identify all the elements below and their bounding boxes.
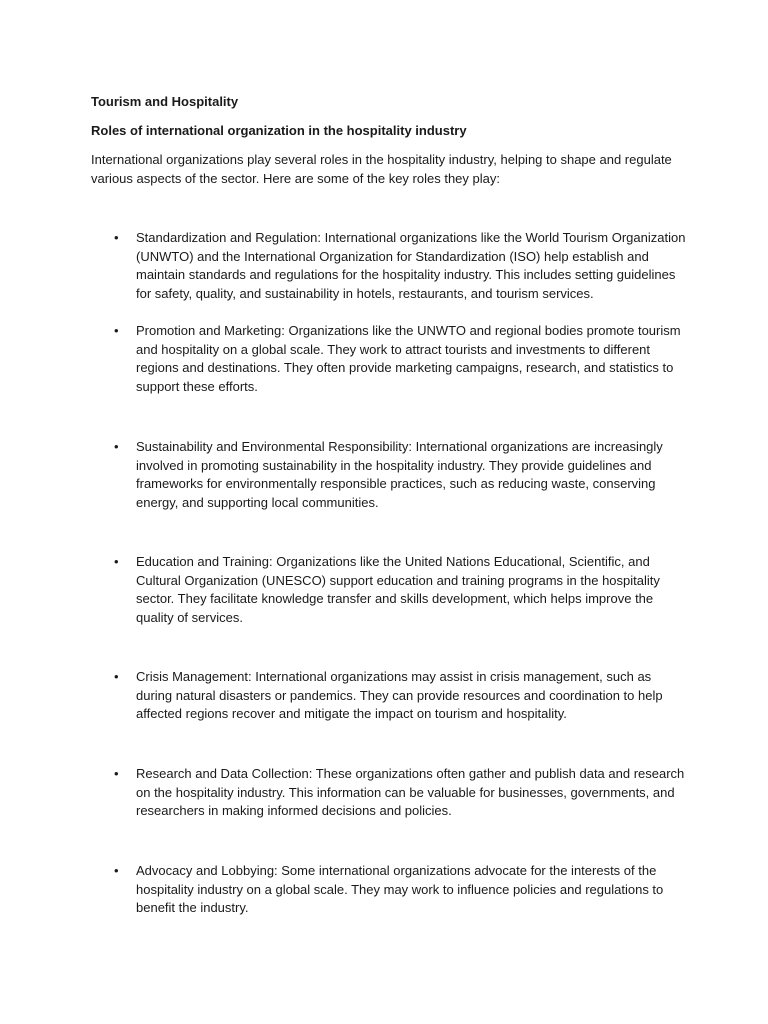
bullet-icon: • (114, 230, 119, 245)
list-item-text: Standardization and Regulation: International organizations like the World Tourism Organization (UNWTO) and the International Organization for Standardization (ISO) help establish and maintain standards and regulations for the hospitality industry. This includes setting guidelines for safety, quality, and sustainability in hotels, restaurants, and tourism services. (136, 230, 686, 301)
bullet-icon: • (114, 323, 119, 338)
list-item-text: Promotion and Marketing: Organizations like the UNWTO and regional bodies promote tourism and hospitality on a global scale. They work to attract tourists and investments to different regions and destinations. They often provide marketing campaigns, research, and statistics to support these efforts. (136, 323, 681, 394)
intro-paragraph: International organizations play several roles in the hospitality industry, helping to shape and regulate various aspects of the sector. Here are some of the key roles they play: (91, 152, 672, 186)
document-title: Tourism and Hospitality (91, 94, 239, 109)
list-item-text: Research and Data Collection: These organizations often gather and publish data and research on the hospitality industry. This information can be valuable for businesses, governments, and researchers in making informed decisions and policies. (136, 766, 685, 818)
bullet-icon: • (114, 554, 119, 569)
bullet-icon: • (114, 766, 119, 781)
bullet-icon: • (114, 863, 119, 878)
bullet-icon: • (114, 439, 119, 454)
list-item-text: Crisis Management: International organizations may assist in crisis management, such as during natural disasters or pandemics. They can provide resources and coordination to help affected regions recover and mitigate the impact on tourism and hospitality. (136, 669, 663, 721)
bullet-icon: • (114, 669, 119, 684)
list-item-text: Education and Training: Organizations like the United Nations Educational, Scientific, and Cultural Organization (UNESCO) support education and training programs in the hospitality sector. They facilitate knowledge transfer and skills development, which helps improve the quality of services. (136, 554, 660, 625)
list-item-text: Advocacy and Lobbying: Some international organizations advocate for the interests of the hospitality industry on a global scale. They may work to influence policies and regulations to benefit the industry. (136, 863, 664, 915)
document-subtitle: Roles of international organization in the hospitality industry (91, 123, 467, 138)
list-item-text: Sustainability and Environmental Responsibility: International organizations are increasingly involved in promoting sustainability in the hospitality industry. They provide guidelines and frameworks for environmentally responsible practices, such as reducing waste, conserving energy, and supporting local communities. (136, 439, 663, 510)
